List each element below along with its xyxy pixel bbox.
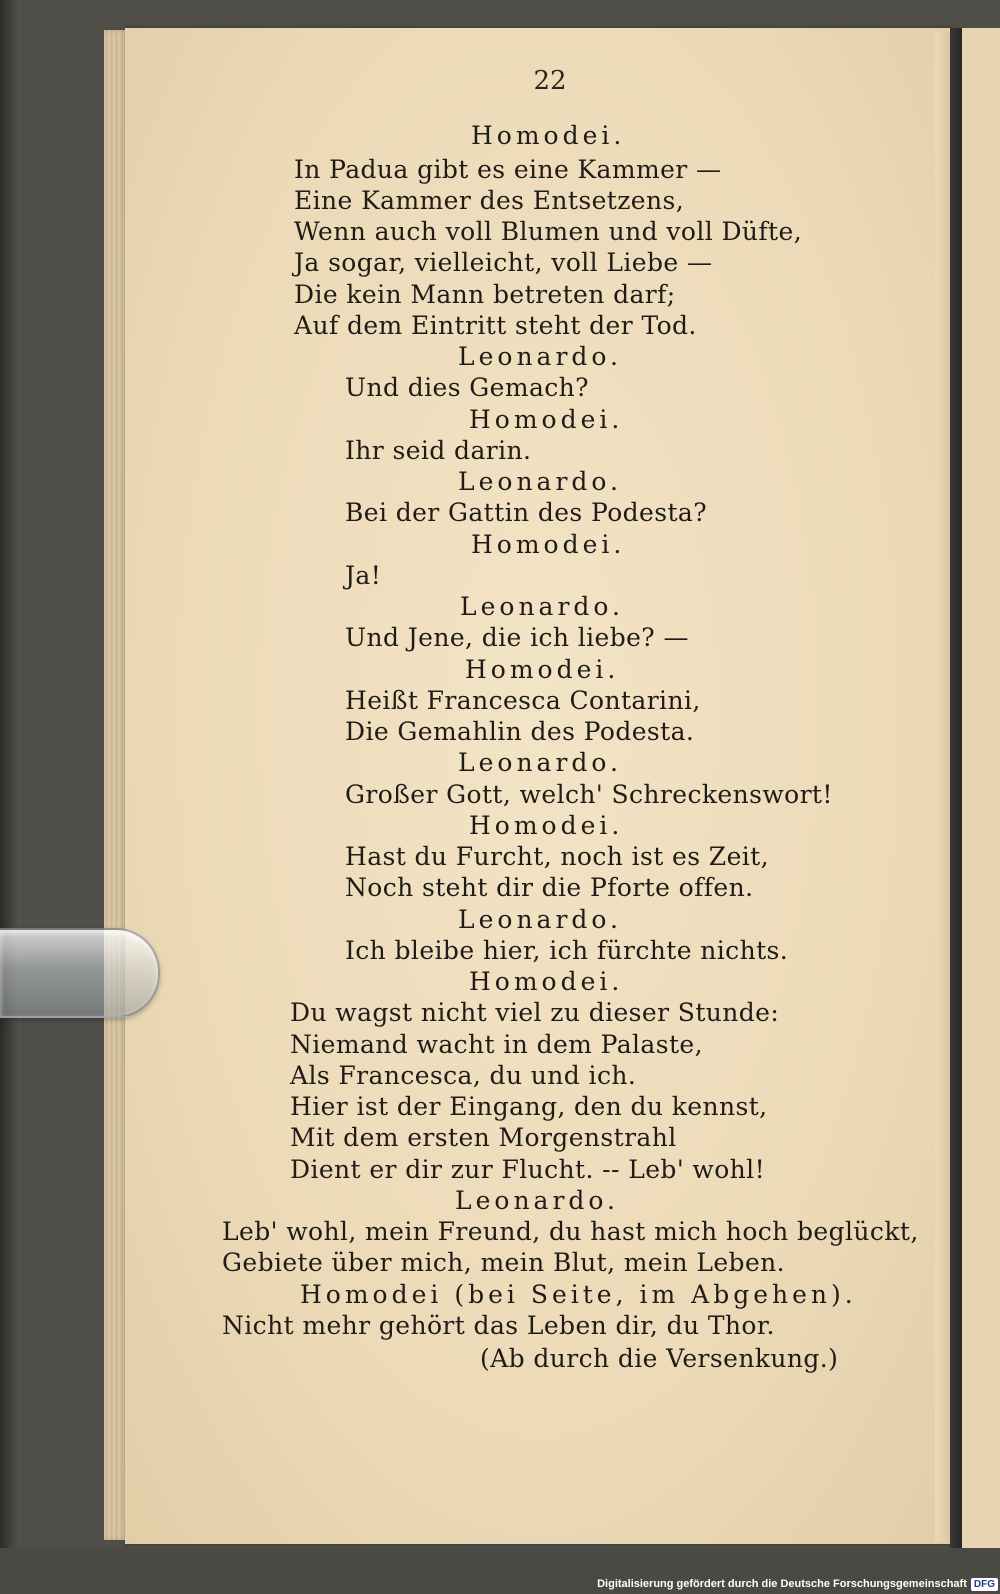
verse-line: Ja!	[345, 561, 382, 590]
verse-line: In Padua gibt es eine Kammer —	[294, 155, 722, 184]
speaker-line: Homodei (bei Seite, im Abgehen).	[300, 1280, 857, 1309]
page-number: 22	[533, 66, 567, 96]
verse-line: Ja sogar, vielleicht, voll Liebe —	[294, 248, 713, 277]
verse-line: Die kein Mann betreten darf;	[294, 280, 676, 309]
speaker-line: Homodei.	[469, 811, 624, 840]
verse-line: Niemand wacht in dem Palaste,	[290, 1030, 703, 1059]
verse-line: Wenn auch voll Blumen und voll Düfte,	[294, 217, 803, 246]
speaker-line: Homodei.	[465, 655, 620, 684]
speaker-line: Leonardo.	[460, 592, 624, 621]
speaker-line: Leonardo.	[455, 1186, 619, 1215]
speaker-line: Homodei.	[471, 530, 626, 559]
verse-line: Und Jene, die ich liebe? —	[345, 623, 689, 652]
plastic-page-clip	[0, 928, 160, 1018]
stage-direction: (Ab durch die Versenkung.)	[480, 1344, 839, 1373]
verse-line: Ich bleibe hier, ich fürchte nichts.	[345, 936, 789, 965]
dfg-logo: DFG	[971, 1578, 998, 1591]
verse-line: Als Francesca, du und ich.	[290, 1061, 637, 1090]
verse-line: Nicht mehr gehört das Leben dir, du Thor.	[222, 1311, 775, 1340]
verse-line: Leb' wohl, mein Freund, du hast mich hoch beglückt,	[222, 1217, 919, 1246]
footer-credit-text: Digitalisierung gefördert durch die Deutsche Forschungsgemeinschaft	[597, 1578, 967, 1590]
speaker-line: Leonardo.	[458, 905, 622, 934]
footer-credit	[597, 1574, 1000, 1594]
speaker-line: Homodei.	[471, 121, 626, 150]
verse-line: Noch steht dir die Pforte offen.	[345, 873, 754, 902]
speaker-line: Homodei.	[469, 405, 624, 434]
verse-line: Heißt Francesca Contarini,	[345, 686, 701, 715]
speaker-line: Leonardo.	[458, 467, 622, 496]
speaker-line: Leonardo.	[458, 748, 622, 777]
next-page-edge	[962, 28, 1000, 1548]
verse-line: Auf dem Eintritt steht der Tod.	[294, 311, 697, 340]
speaker-line: Leonardo.	[458, 342, 622, 371]
verse-line: Die Gemahlin des Podesta.	[345, 717, 695, 746]
verse-line: Dient er dir zur Flucht. -- Leb' wohl!	[290, 1155, 766, 1184]
verse-line: Hast du Furcht, noch ist es Zeit,	[345, 842, 769, 871]
verse-line: Gebiete über mich, mein Blut, mein Leben.	[222, 1248, 785, 1277]
verse-line: Hier ist der Eingang, den du kennst,	[290, 1092, 768, 1121]
verse-line: Eine Kammer des Entsetzens,	[294, 186, 685, 215]
speaker-line: Homodei.	[469, 967, 624, 996]
verse-line: Und dies Gemach?	[345, 373, 589, 402]
verse-line: Du wagst nicht viel zu dieser Stunde:	[290, 998, 780, 1027]
verse-line: Mit dem ersten Morgenstrahl	[290, 1123, 677, 1152]
verse-line: Bei der Gattin des Podesta?	[345, 498, 708, 527]
verse-line: Ihr seid darin.	[345, 436, 532, 465]
book-gutter-shadow	[0, 0, 20, 1594]
verse-line: Großer Gott, welch' Schreckenswort!	[345, 780, 833, 809]
